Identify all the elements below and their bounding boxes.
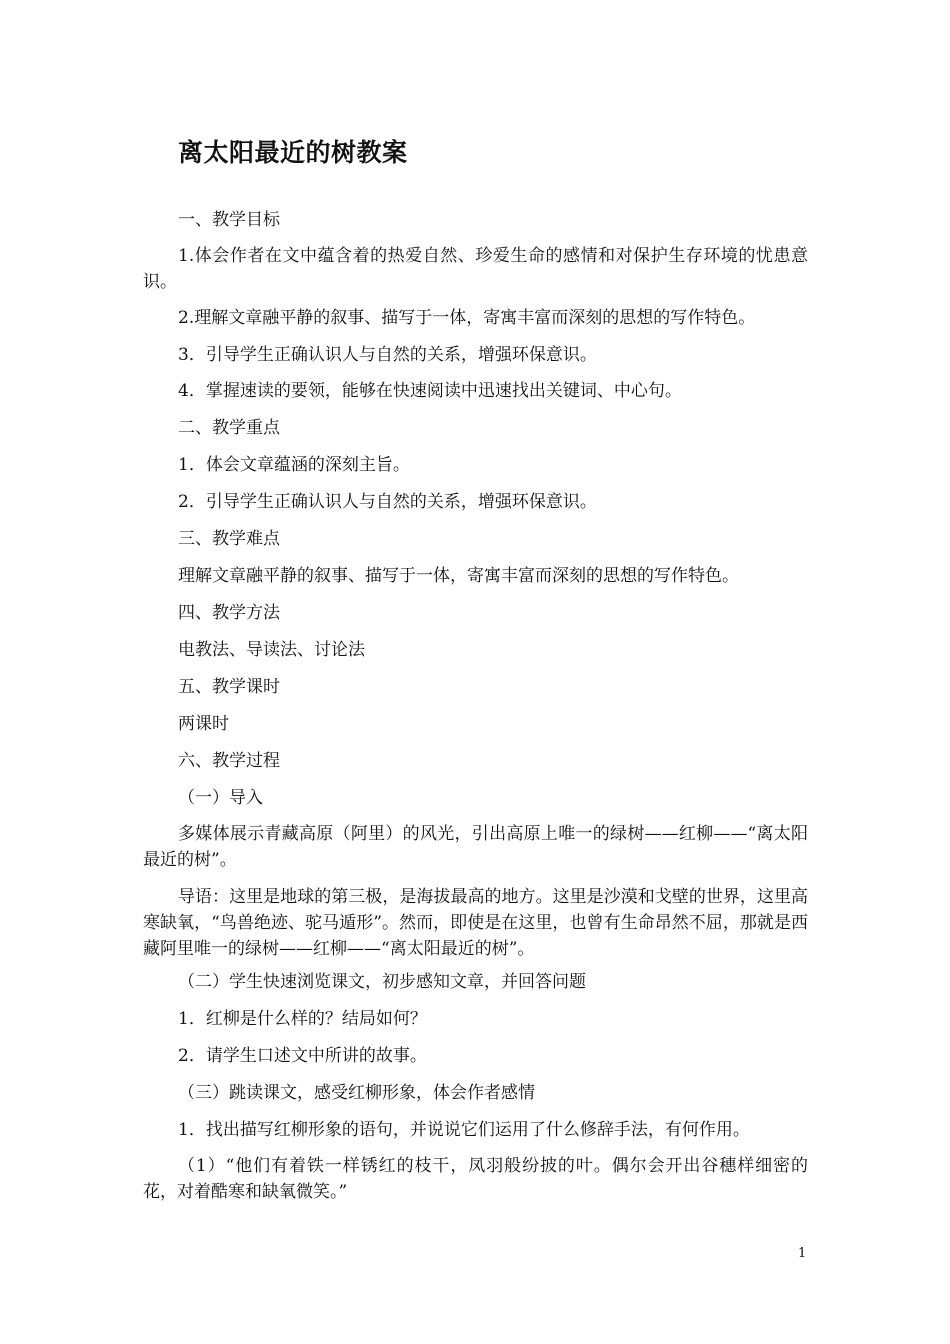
paragraph: 3．引导学生正确认识人与自然的关系，增强环保意识。 — [178, 345, 597, 365]
heading-difficulties: 三、教学难点 — [178, 529, 280, 549]
page-number: 1 — [798, 1246, 807, 1261]
paragraph: 电教法、导读法、讨论法 — [178, 640, 365, 660]
heading-objectives: 一、教学目标 — [178, 210, 280, 230]
paragraph: 1．红柳是什么样的？结局如何？ — [178, 1009, 427, 1029]
paragraph: 理解文章融平静的叙事、描写于一体，寄寓丰富而深刻的思想的写作特色。 — [178, 566, 739, 586]
paragraph: （1）“他们有着铁一样锈红的枝干，凤羽般纷披的叶。偶尔会开出谷穗样细密的花，对着酷寒和缺氧微笑。” — [143, 1156, 808, 1202]
paragraph: 多媒体展示青藏高原（阿里）的风光，引出高原上唯一的绿树——红柳——“离太阳最近的树”。 — [143, 824, 808, 870]
paragraph: 1.体会作者在文中蕴含着的热爱自然、珍爱生命的感情和对保护生存环境的忧患意识。 — [143, 246, 808, 292]
paragraph: 1．找出描写红柳形象的语句，并说说它们运用了什么修辞手法，有何作用。 — [178, 1120, 750, 1140]
heading-methods: 四、教学方法 — [178, 603, 280, 623]
heading-key-points: 二、教学重点 — [178, 418, 280, 438]
paragraph: 2．引导学生正确认识人与自然的关系，增强环保意识。 — [178, 492, 597, 512]
paragraph: 两课时 — [178, 714, 229, 734]
heading-process: 六、教学过程 — [178, 751, 280, 771]
paragraph: 4．掌握速读的要领，能够在快速阅读中迅速找出关键词、中心句。 — [178, 381, 682, 401]
document-title: 离太阳最近的树教案 — [178, 138, 408, 167]
paragraph: 2．请学生口述文中所讲的故事。 — [178, 1046, 427, 1066]
subheading-intro: （一）导入 — [178, 788, 263, 808]
paragraph: 2.理解文章融平静的叙事、描写于一体，寄寓丰富而深刻的思想的写作特色。 — [178, 308, 756, 328]
paragraph: 1．体会文章蕴涵的深刻主旨。 — [178, 455, 410, 475]
subheading-scan: （三）跳读课文，感受红柳形象，体会作者感情 — [178, 1083, 535, 1103]
heading-periods: 五、教学课时 — [178, 677, 280, 697]
paragraph: 导语：这里是地球的第三极，是海拔最高的地方。这里是沙漠和戈壁的世界，这里高寒缺氧，“鸟兽绝迹、驼马遁形”。然而，即使是在这里，也曾有生命昂然不屈，那就是西藏阿里唯一的绿树——红柳——“离太阳最近的树”。 — [143, 887, 808, 959]
subheading-skim: （二）学生快速浏览课文，初步感知文章，并回答问题 — [178, 972, 586, 992]
